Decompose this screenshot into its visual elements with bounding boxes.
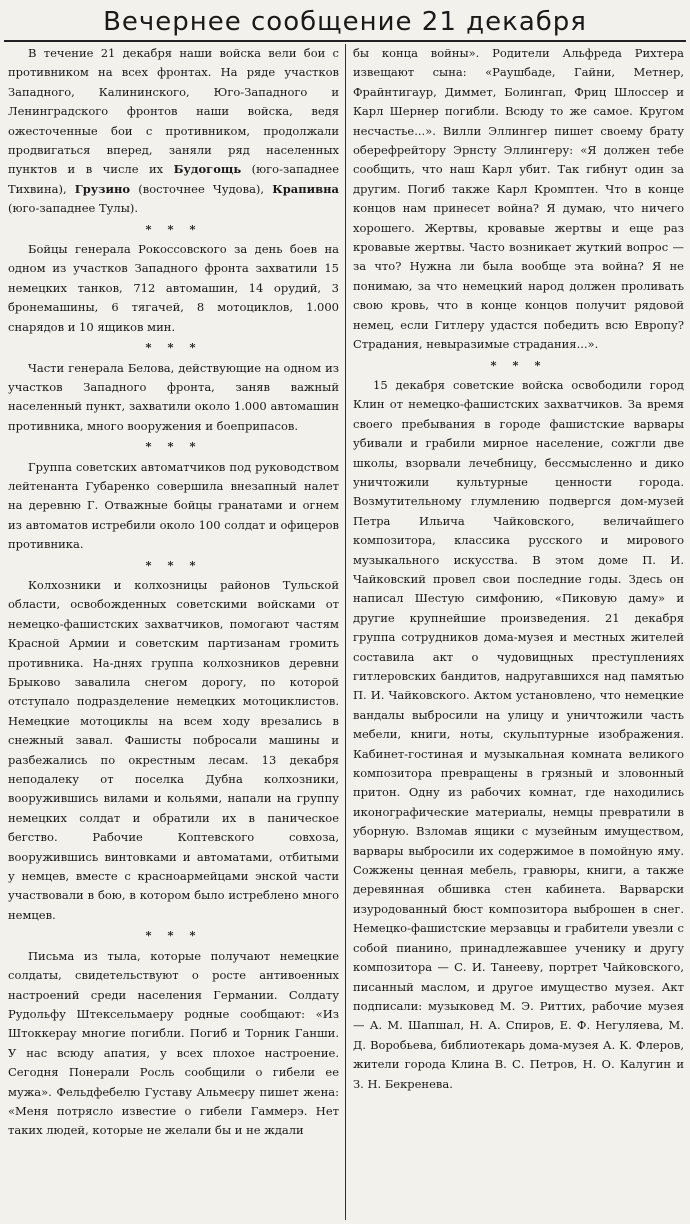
section-separator: * * * (490, 357, 547, 372)
paragraph-front-report: В течение 21 декабря наши войска вели бои с противником на всех фронтах. На ряде участков Западного, Калининского, Юго-Западного и Ленинградского фронтов наши войска, ведя ожесточенные бои с противником, продолжали продвигаться вперед, заняли ряд населенных пунктов и в числе их Будогощь (юго-западнее Тихвина), Грузино (восточнее Чудова), Крапивна (юго-западнее Тулы). (8, 46, 339, 216)
section-separator: * * * (145, 557, 202, 572)
left-column (8, 44, 339, 1220)
section-separator: * * * (145, 340, 202, 355)
paragraph-rokossovsky: Бойцы генерала Рокоссовского за день боев на одном из участков Западного фронта захватили 15 немецких танков, 712 автомашин, 14 орудий, 3 бронемашины, 6 тягачей, 8 мотоциклов, 1.000 снарядов и 10 ящиков мин. (8, 242, 339, 334)
title-divider (4, 40, 686, 42)
column-divider (345, 44, 346, 1220)
place-name: Будогощь (173, 162, 242, 177)
paragraph-collective-farmers: Колхозники и колхозницы районов Тульской области, освобожденных советскими войсками от немецко-фашистских захватчиков, помогают частям Красной Армии и советским партизанам громить противника. На-днях группа колхозников деревни Брыково завалила снегом дорогу, по которой отступало подразделение немецких мотоциклистов. Немецкие мотоциклы на всем ходу врезались в снежный завал. Фашисты побросали машины и разбежались по окрестным лесам. 13 декабря неподалеку от поселка Дубна колхозники, вооружившись вилами и кольями, напали на группу немецких солдат и обратили их в паническое бегство. Рабочие Коптевского совхоза, вооружившись винтовками и автоматами, отбитыми у немцев, вместе с красноармейцами энской части участвовали в бою, в котором было истреблено много немцев. (8, 577, 339, 922)
paragraph-letters-continued: бы конца войны». Родители Альфреда Рихтера извещают сына: «Раушбаде, Гайни, Метнер, Фрайнтигаур, Диммет, Болингап, Фриц Шлоссер и Карл Шернер погибли. Всюду то же самое. Кругом несчастье...». Вилли Эллингер пишет своему брату оберефрейтору Эрнсту Эллингеру: «Я должен тебе сообщить, что наш Карл убит. Так гибнут один за другим. Погиб также Карл Кромптен. Что в конце концов нам принесет война? Я думаю, что ничего хорошего. Жертвы, кровавые жертвы и еще раз кровавые жертвы. Часто возникает жуткий вопрос — за что? Нужна ли была вообще эта война? Я не понимаю, за что немецкий народ должен проливать свою кровь, что в конце концов получит рядовой немец, если Гитлеру удастся победить всю Европу? Страдания, невыразимые страдания...». (353, 46, 684, 352)
right-column (353, 44, 684, 1220)
place-name: Грузино (74, 181, 131, 196)
section-separator: * * * (145, 928, 202, 943)
paragraph-letters: Письма из тыла, которые получают немецкие солдаты, свидетельствуют о росте антивоенных настроений среди населения Германии. Солдату Рудольфу Штексельмаеру родные сообщают: «Из Штоккерау многие погибли. Погиб и Торник Ганши. У нас всюду апатия, у всех плохое настроение. Сегодня Понерали Росль сообщили о гибели ее мужа». Фельдфебелю Густаву Альмеєру пишет жена: «Меня потрясло известие о гибели Гаммерэ. Нет таких людей, которые не желали бы и не ждали (8, 948, 339, 1138)
paragraph-klin: 15 декабря советские войска освободили город Клин от немецко-фашистских захватчиков. За время своего пребывания в городе фашистские варвары убивали и грабили мирное население, сожгли две школы, взорвали лечебницу, бессмысленно и дико уничтожили культурные ценности города. Возмутительному глумлению подвергся дом-музей Петра Ильича Чайковского, величайшего композитора, классика русского и мирового музыкального искусства. В этом доме П. И. Чайковский провел свои последние годы. Здесь он написал Шестую симфонию, «Пиковую даму» и другие крупнейшие произведения. 21 декабря группа сотрудников дома-музея и местных жителей составила акт о чудовищных преступлениях гитлеровских бандитов, надругавшихся над памятью П. И. Чайковского. Актом установлено, что немецкие вандалы выбросили на улицу и уничтожили часть мебели, книги, ноты, скульптурные изображения. Кабинет-гостиная и музыкальная комната великого композитора превращены в грязный и зловонный притон. Одну из рабочих комнат, где находились иконографические материалы, немцы превратили в уборную. Взломав ящики с музейным имуществом, варвары выбросили их содержимое в помойную яму. Сожжены ценная мебель, гравюры, книги, а также деревянная обшивка стен кабинета. Варварски изуродованный бюст композитора выброшен в снег. Немецко-фашистские мерзавцы и грабители увезли с собой пианино, принадлежавшее ученику и другу композитора — С. И. Танееву, портрет Чайковского, писанный маслом, и другое имущество музея. Акт подписали: музыковед М. Э. Риттих, рабочие музея — А. М. Шапшал, Н. А. Спиров, Е. Ф. Негуляева, М. Д. Воробьева, библиотекарь дома-музея А. К. Флеров, жители города Клина В. С. Петров, Н. О. Калугин и З. Н. Бекренева. (353, 377, 684, 1091)
paragraph-gubarenko: Группа советских автоматчиков под руководством лейтенанта Губаренко совершила внезапный налет на деревню Г. Отважные бойцы гранатами и огнем из автоматов истребили около 100 солдат и офицеров противника. (8, 459, 339, 552)
place-name: Крапивна (272, 181, 339, 196)
page-title: Вечернее сообщение 21 декабря (103, 7, 587, 37)
paragraph-belov: Части генерала Белова, действующие на одном из участков Западного фронта, заняв важный населенный пункт, захватили около 1.000 автомашин противника, много вооружения и боеприпасов. (8, 360, 339, 433)
section-separator: * * * (145, 439, 202, 454)
section-separator: * * * (145, 221, 202, 236)
